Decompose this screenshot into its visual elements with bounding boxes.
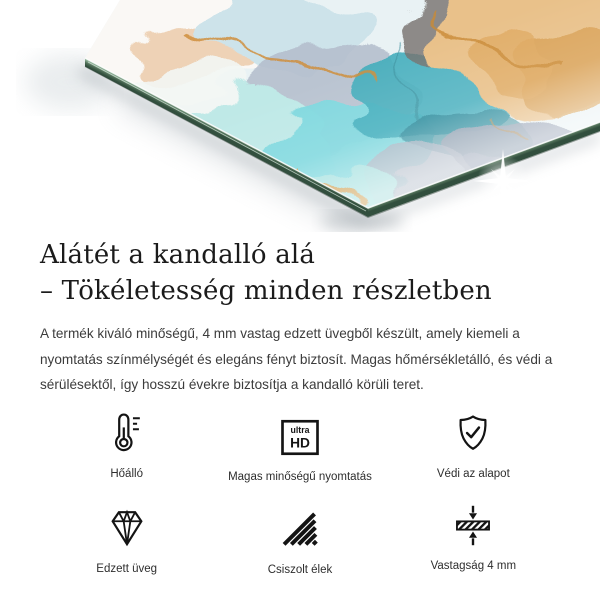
feature-protects-base xyxy=(387,407,560,484)
feature-heat-resistant xyxy=(40,407,213,484)
feature-label: Védi az alapot xyxy=(436,467,510,480)
feature-thickness-4mm xyxy=(387,499,560,577)
feature-label: Csiszolt élek xyxy=(267,563,333,576)
polished-edges-icon xyxy=(278,499,322,552)
page-title-line2: – Tökéletesség minden részletben xyxy=(40,276,492,306)
product-image xyxy=(0,0,600,232)
feature-label: Hőálló xyxy=(110,467,143,480)
feature-label: Edzett üveg xyxy=(96,562,158,575)
ultra-hd-icon xyxy=(280,407,320,459)
page-title xyxy=(40,237,560,309)
product-info-section xyxy=(0,232,600,577)
product-description: A termék kiváló minőségű, 4 mm vastag edzett üvegből készült, amely kiemeli a nyomtatás színmélységét és elegáns fényt biztosít. Magas hőmérsékletálló, és védi a sérülésektől, így hosszú évekre biztosítja a kandalló körüli teret. xyxy=(40,326,553,392)
feature-high-quality-print xyxy=(213,407,386,484)
thickness-4mm-icon xyxy=(451,499,495,548)
feature-polished-edges xyxy=(213,499,386,577)
shield-check-icon xyxy=(451,407,495,456)
svg-text:ultra: ultra xyxy=(290,424,310,435)
features-grid xyxy=(40,407,560,577)
thermometer-icon xyxy=(105,407,149,456)
feature-tempered-glass xyxy=(40,499,213,577)
svg-text:HD: HD xyxy=(290,435,310,450)
feature-label: Vastagság 4 mm xyxy=(430,559,517,572)
glass-panel-artwork xyxy=(0,0,600,232)
diamond-icon xyxy=(104,499,150,551)
page-title-line1: Alátét a kandalló alá xyxy=(40,240,316,270)
feature-label: Magas minőségű nyomtatás xyxy=(228,470,372,483)
